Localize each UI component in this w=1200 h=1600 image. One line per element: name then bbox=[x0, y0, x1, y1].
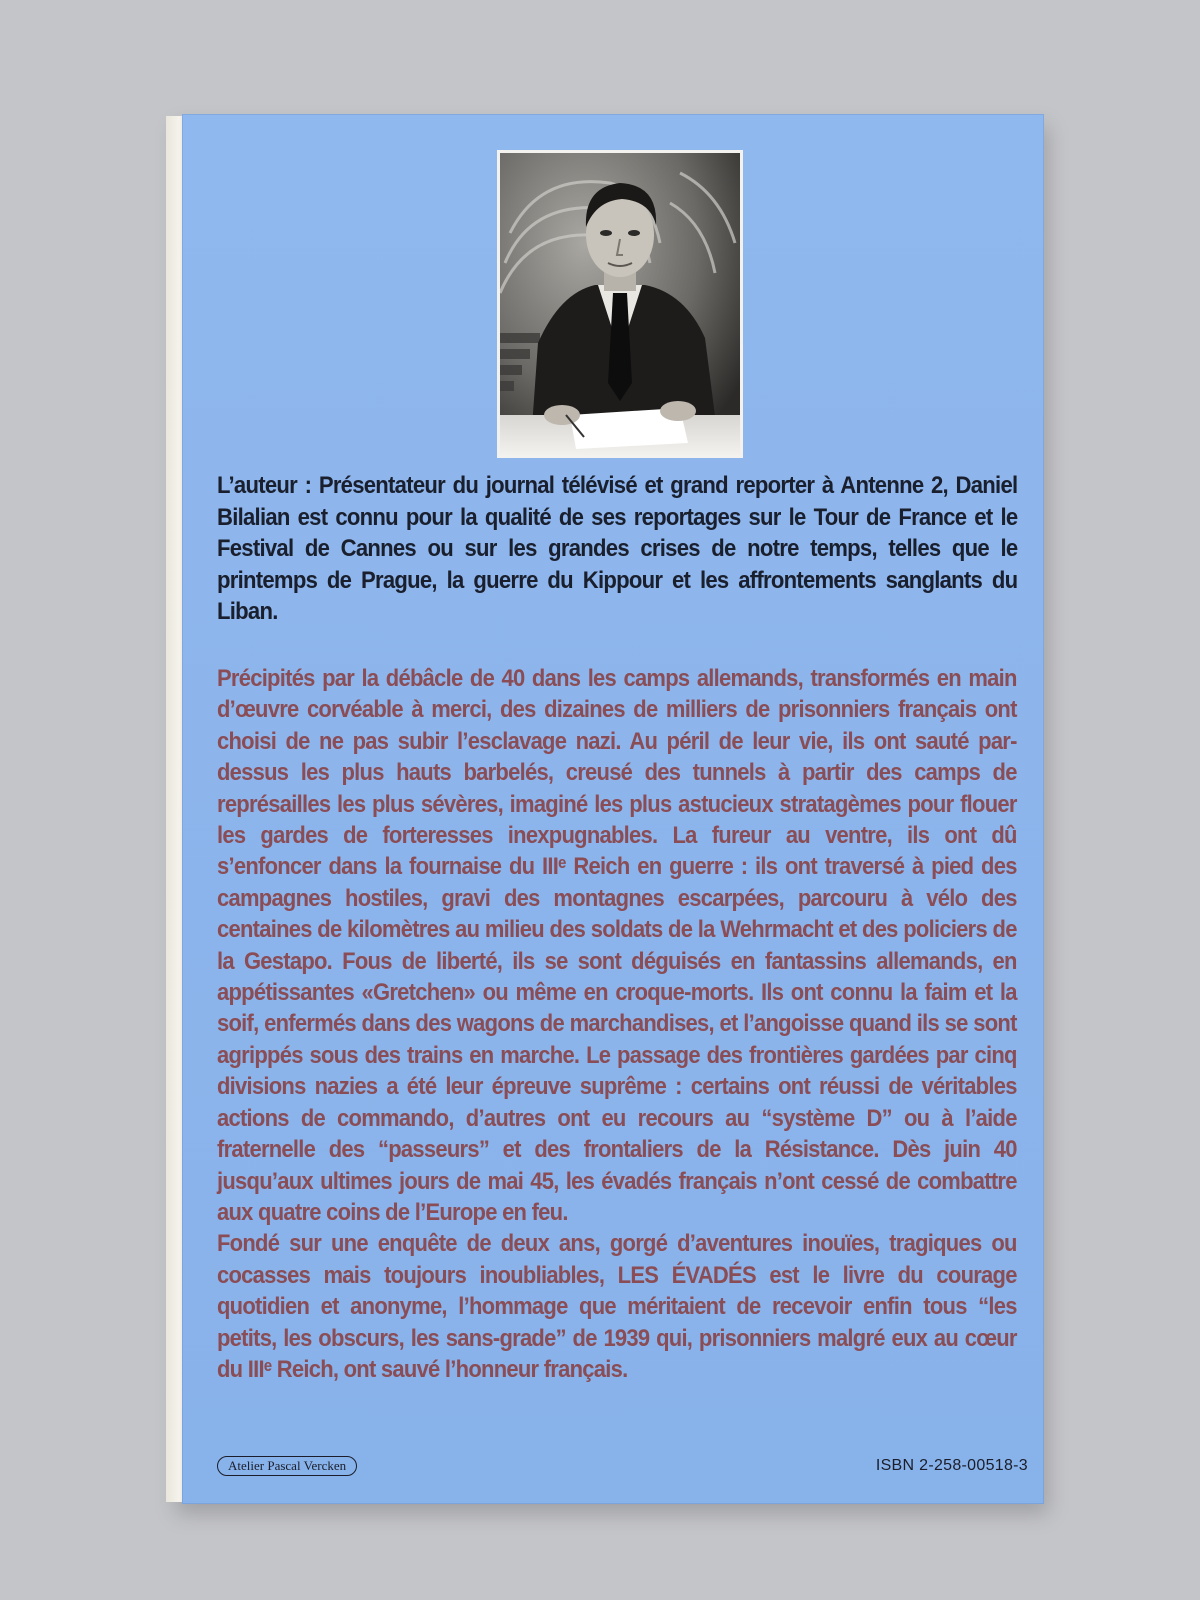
book-blurb bbox=[217, 663, 1017, 1385]
blurb-paragraph-2: Fondé sur une enquête de deux ans, gorgé d’aventures inouïes, tragiques ou cocasses mais toujours inoubliables, LES ÉVADÉS est le livre du courage quotidien et anonyme, l’hommage que méritaient de recevoir enfin tous “les petits, les obscurs, les sans-grade” de 1939 qui, prisonniers malgré eux au cœur du IIIᵉ Reich, ont sauvé l’honneur français. bbox=[217, 1230, 1017, 1383]
author-photo bbox=[497, 150, 743, 458]
author-portrait-image bbox=[500, 153, 740, 455]
blurb-paragraph-1: Précipités par la débâcle de 40 dans les camps allemands, transformés en main d’œuvre corvéable à merci, des dizaines de milliers de prisonniers français ont choisi de ne pas subir l’esclavage nazi. Au péril de leur vie, ils ont sauté par-dessus les plus hauts barbelés, creusé des tunnels à partir des camps de représailles les plus sévères, imaginé les plus astucieux stratagèmes pour flouer les gardes de forteresses inexpugnables. La fureur au ventre, ils ont dû s’enfoncer dans la fournaise du IIIᵉ Reich en guerre : ils ont traversé à pied des campagnes hostiles, gravi des montagnes escarpées, parcouru à vélo des centaines de kilomètres au milieu des soldats de la Wehrmacht et des policiers de la Gestapo. Fous de liberté, ils se sont déguisés en fantassins allemands, en appétissantes «Gretchen» ou même en croque-morts. Ils ont connu la faim et la soif, enfermés dans des wagons de marchandises, et l’angoisse quand ils se sont agrippés sous des trains en marche. Le passage des frontières gardées par cinq divisions nazies a été leur épreuve suprême : certains ont réussi de véritables actions de commando, d’autres ont eu recours au “système D” ou à l’aide fraternelle des “passeurs” et des frontaliers de la Résistance. Dès juin 40 jusqu’aux ultimes jours de mai 45, les évadés français n’ont cessé de combattre aux quatre coins de l’Europe en feu. bbox=[217, 665, 1017, 1226]
author-bio: L’auteur : Présentateur du journal télévisé et grand reporter à Antenne 2, Daniel Bilalian est connu pour la qualité de ses reportages sur le Tour de France et le Festival de Cannes ou sur les grandes crises de notre temps, telles que le printemps de Prague, la guerre du Kippour et les affrontements sanglants du Liban. bbox=[217, 472, 1018, 625]
isbn-label: ISBN 2-258-00518-3 bbox=[875, 1457, 1028, 1474]
publisher-badge: Atelier Pascal Vercken bbox=[217, 1456, 357, 1476]
